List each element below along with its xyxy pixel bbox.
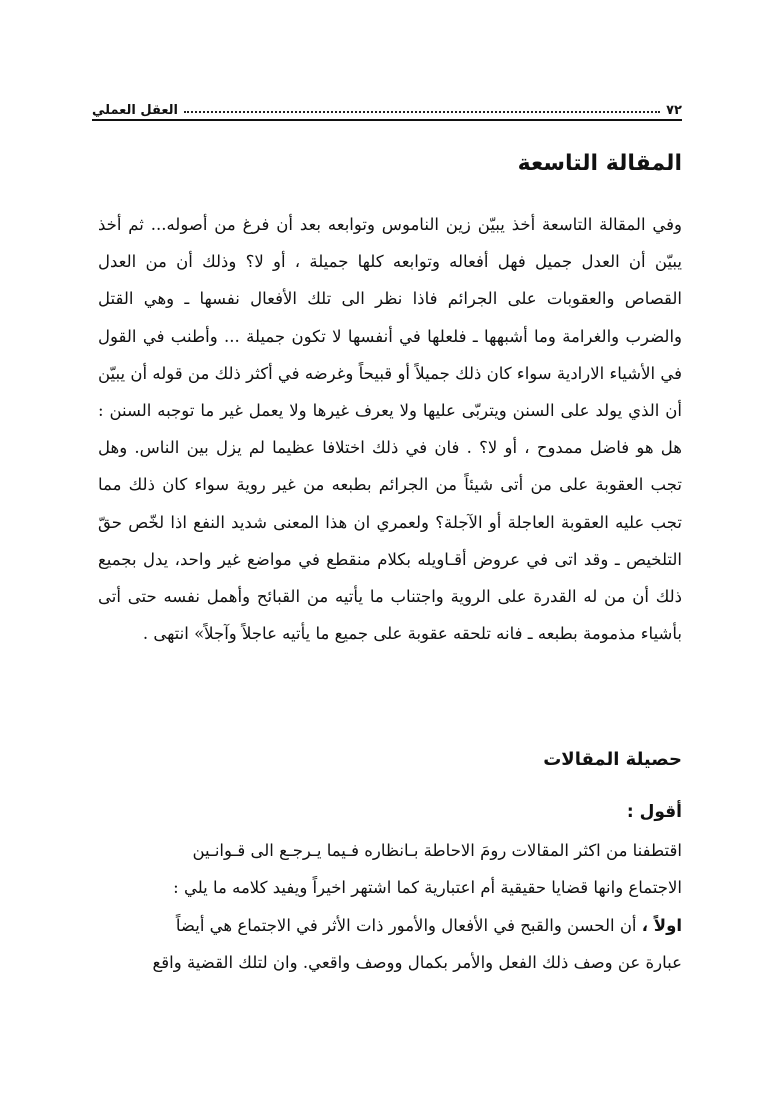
text-line: عبارة عن وصف ذلك الفعل والأمر بكمال ووصف واقعي. وان لتلك القضية واقع [152,953,682,972]
running-header [92,92,682,118]
summary-paragraph [98,794,682,982]
akulu-label: أقول : [626,802,682,822]
header-rule [92,119,682,121]
paragraph-text: وفي المقالة التاسعة أخذ يبيّن زين الناموس وتوابعه بعد أن فرغ من أصوله... ثم أخذ يبيّن أن العدل جميل فهل أفعاله وتوابعه كلها جميلة ، أو لا؟ وذلك أن من العدل القصاص والعقوبات على الجرائم فاذا نظر الى تلك الأفعال نفسها ـ وهي القتل والضرب والغرامة وما أشبهها ـ فلعلها في أنفسها لا تكون جميلة ... وأطنب في القول في الأشياء الارادية سواء كان ذلك جميلاً أو قبيحاً وغرضه في أكثر ذلك من قوله أن يبيّن أن الذي يولد على السنن ويتربّى عليها ولا يعرف غيرها ولا يعمل غير ما توجبه السنن : هل هو فاضل ممدوح ، أو لا؟ . فان في ذلك اختلافا عظيما لم يزل بين الناس. وهل تجب العقوبة على من أتى شيئاً من الجرائم بطبعه من غير روية سواء كان ذلك مما تجب عليه العقوبة العاجلة أو الآجلة؟ ولعمري ان هذا المعنى شديد النفع اذا لخّص حقّ التلخيص ـ وقد اتى في عروض أقـاويله بكلام منقطع في مواضع غير واحد، يدل بجميع ذلك أن من له القدرة على الروية واجتناب ما يأتيه من القبائح وأهمل نفسه حتى أتى بأشياء مذمومة بطبعه ـ فانه تلحقه عقوبة على جميع ما يأتيه عاجلاً وآجلاً» انتهى . [98,215,682,644]
body-paragraph [98,206,682,652]
text-line: أن الحسن والقبح في الأفعال والأمور ذات الأثر في الاجتماع هي أيضاً [175,915,637,935]
section-title-summary: حصيلة المقالات [543,749,682,770]
text-line: الاجتماع وانها قضايا حقيقية أم اعتبارية كما اشتهر اخيراً ويفيد كلامه ما يلي : [173,878,682,897]
header-dot-leader [184,111,660,113]
page-number: ٧٢ [666,103,682,118]
section-title: المقالة التاسعة [517,151,682,176]
text-line: اقتطفنا من اكثر المقالات رومَ الاحاطة بـانظاره فـيما يـرجـع الى قـوانـين [192,840,682,860]
running-title: العقل العملي [92,103,179,118]
awwalan-label: اولاً ، [641,915,682,935]
